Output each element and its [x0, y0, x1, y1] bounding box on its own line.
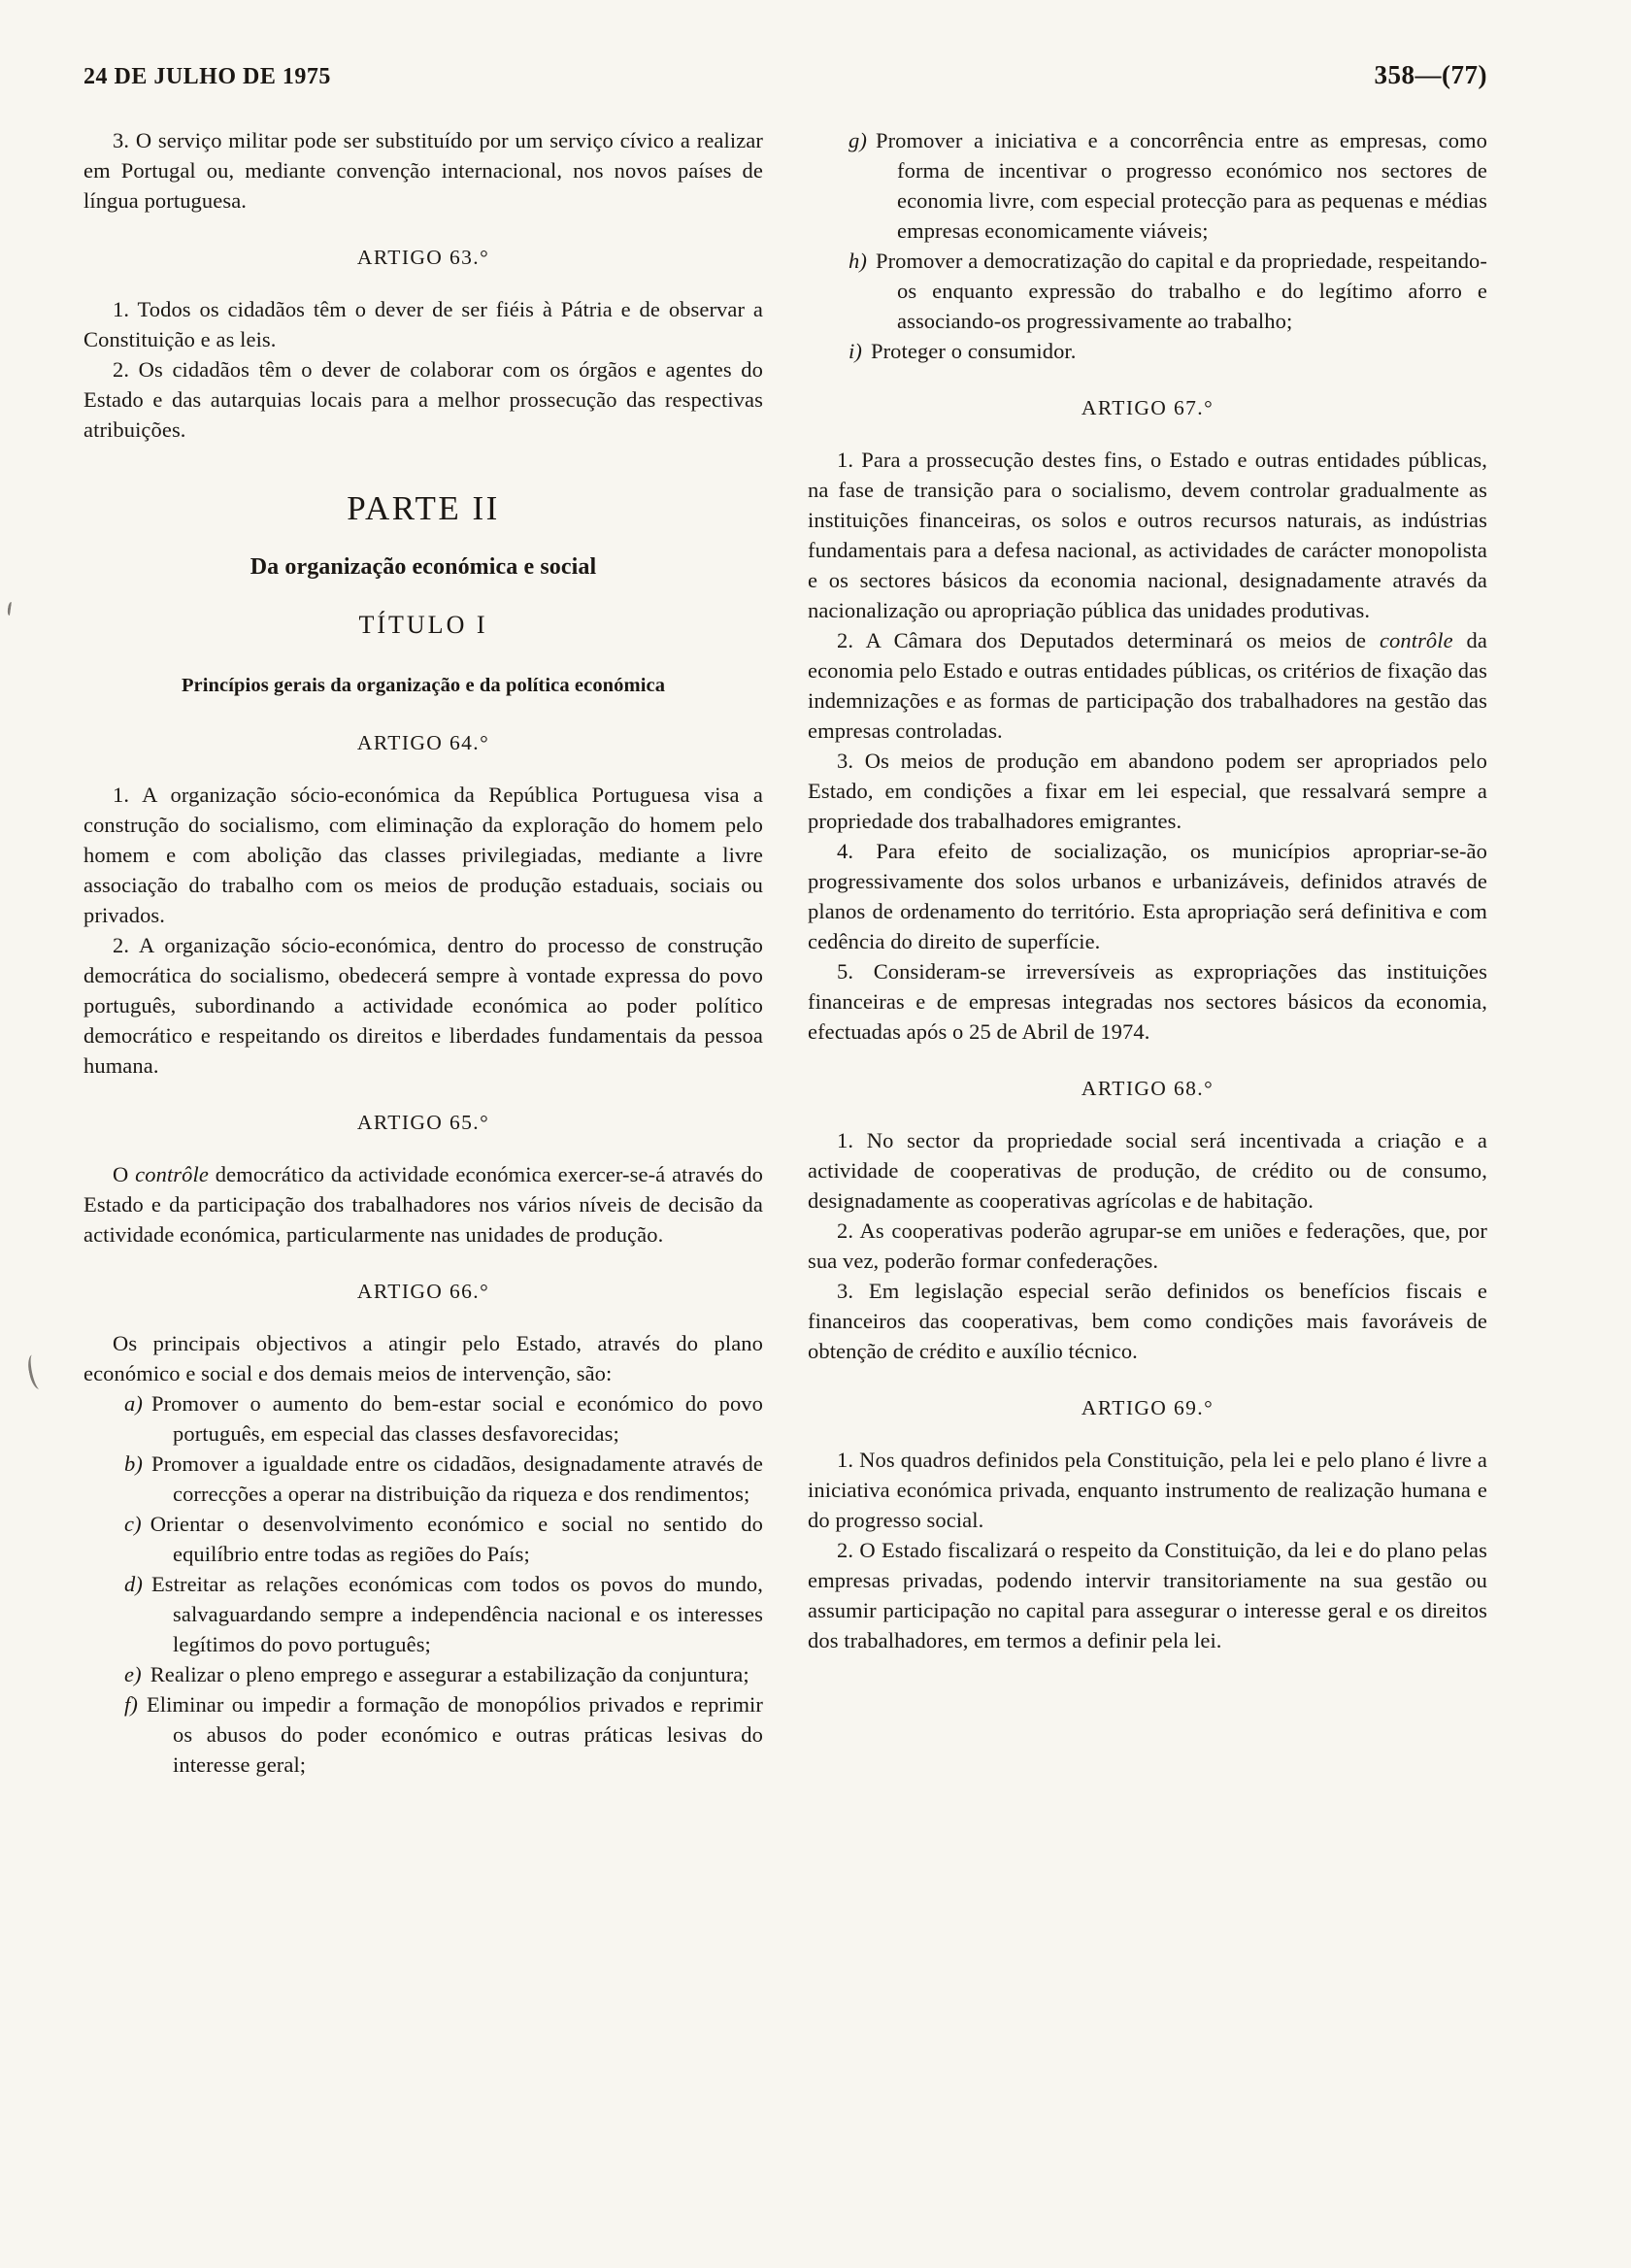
list-item-i — [808, 336, 1487, 366]
list-item-text: Promover o aumento do bem-estar social e económico do povo português, em especial das classes desfavorecidas; — [150, 1391, 763, 1446]
page-header — [83, 60, 1487, 90]
list-item-marker: e) — [124, 1662, 142, 1686]
left-column — [83, 125, 763, 1780]
list-item-b — [83, 1449, 763, 1509]
list-item-marker: g) — [849, 128, 867, 152]
scan-artifact — [25, 1353, 46, 1390]
paragraph: 2. O Estado fiscalizará o respeito da Constituição, da lei e do plano pelas empresas privadas, podendo intervir transitoriamente na sua gestão ou assumir participação no capital para assegurar o interesse geral e os direitos dos trabalhadores, em termos a definir pela lei. — [808, 1538, 1487, 1652]
article-heading-64: ARTIGO 64.° — [356, 731, 490, 754]
paragraph: 1. Todos os cidadãos têm o dever de ser fiéis à Pátria e de observar a Constituição e as leis. — [83, 297, 763, 351]
list-item-d — [83, 1569, 763, 1659]
italic-term: contrôle — [1379, 628, 1453, 652]
article-heading-66: ARTIGO 66.° — [356, 1280, 490, 1303]
header-date: 24 DE JULHO DE 1975 — [83, 64, 331, 89]
article-heading-67: ARTIGO 67.° — [1081, 396, 1215, 419]
title-heading: TÍTULO I — [358, 611, 488, 639]
article-heading-65: ARTIGO 65.° — [356, 1111, 490, 1134]
page-number: 358—(77) — [1374, 60, 1487, 89]
list-item-c — [83, 1509, 763, 1569]
part-subtitle: Da organização económica e social — [250, 554, 597, 580]
list-item-text: Promover a democratização do capital e da propriedade, respeitando-os enquanto expressão do trabalho e do legítimo aforro e associando-os progressivamente ao trabalho; — [875, 249, 1487, 333]
list-item-h — [808, 246, 1487, 336]
article-heading-68: ARTIGO 68.° — [1081, 1077, 1215, 1100]
list-item-marker: c) — [124, 1512, 142, 1536]
list-item-f — [83, 1689, 763, 1780]
list-item-marker: b) — [124, 1451, 143, 1476]
paragraph: 3. O serviço militar pode ser substituído por um serviço cívico a realizar em Portugal ou, mediante convenção internacional, nos novos países de língua portuguesa. — [83, 128, 763, 213]
paragraph: 2. As cooperativas poderão agrupar-se em uniões e federações, que, por sua vez, poderão formar confederações. — [808, 1218, 1487, 1273]
list-item-text: Promover a igualdade entre os cidadãos, designadamente através de correcções a operar na distribuição da riqueza e dos rendimentos; — [150, 1451, 763, 1506]
paragraph-text: democrático da actividade económica exercer-se-á através do Estado e da participação dos trabalhadores nos vários níveis de decisão da actividade económica, particularmente nas unidades de produção. — [83, 1162, 763, 1247]
list-item-text: Realizar o pleno emprego e assegurar a estabilização da conjuntura; — [150, 1662, 749, 1686]
paragraph: 3. Os meios de produção em abandono podem ser apropriados pelo Estado, em condições a fixar em lei especial, que ressalvará sempre a propriedade dos trabalhadores emigrantes. — [808, 749, 1487, 833]
list-item-marker: h) — [849, 249, 867, 273]
list-item-text: Eliminar ou impedir a formação de monopólios privados e reprimir os abusos do poder económico e outras práticas lesivas do interesse geral; — [146, 1692, 763, 1777]
paragraph: 3. Em legislação especial serão definidos os benefícios fiscais e financeiros das cooperativas, bem como condições mais favoráveis de obtenção de crédito e auxílio técnico. — [808, 1279, 1487, 1363]
paragraph: 1. Para a prossecução destes fins, o Estado e outras entidades públicas, na fase de transição para o socialismo, devem controlar gradualmente as instituições financeiras, os solos e outros recursos naturais, as indústrias fundamentais para a defesa nacional, as actividades de carácter monopolista e os sectores básicos da economia nacional, designadamente através da nacionalização ou apropriação pública das unidades produtivas. — [808, 448, 1487, 622]
list-item-marker: a) — [124, 1391, 143, 1416]
list-item-g — [808, 125, 1487, 246]
paragraph: Os principais objectivos a atingir pelo Estado, através do plano económico e social e dos demais meios de intervenção, são: — [83, 1331, 763, 1385]
list-item-a — [83, 1388, 763, 1449]
paragraph-text: da economia pelo Estado e outras entidades públicas, os critérios de fixação das indemnizações e as formas de participação dos trabalhadores na gestão das empresas controladas. — [808, 628, 1487, 743]
list-item-text: Estreitar as relações económicas com todos os povos do mundo, salvaguardando sempre a independência nacional e os interesses legítimos do povo português; — [150, 1572, 763, 1656]
paragraph: 1. No sector da propriedade social será incentivada a criação e a actividade de cooperativas de produção, de crédito ou de consumo, designadamente as cooperativas agrícolas e de habitação. — [808, 1128, 1487, 1213]
list-item-text: Orientar o desenvolvimento económico e social no sentido do equilíbrio entre todas as regiões do País; — [150, 1512, 763, 1566]
paragraph: 2. A organização sócio-económica, dentro do processo de construção democrática do socialismo, obedecerá sempre à vontade expressa do povo português, subordinando a actividade económica ao poder político democrático e respeitando os direitos e liberdades fundamentais da pessoa humana. — [83, 933, 763, 1078]
paragraph-text: O — [113, 1162, 136, 1186]
italic-term: contrôle — [135, 1162, 209, 1186]
paragraph-text: 2. A Câmara dos Deputados determinará os meios de — [837, 628, 1380, 652]
paragraph: 2. Os cidadãos têm o dever de colaborar com os órgãos e agentes do Estado e das autarquias locais para a melhor prossecução das respectivas atribuições. — [83, 357, 763, 442]
article-heading-69: ARTIGO 69.° — [1081, 1396, 1215, 1419]
paragraph: 5. Consideram-se irreversíveis as expropriações das instituições financeiras e de empresas integradas nos sectores básicos da economia, efectuadas após o 25 de Abril de 1974. — [808, 959, 1487, 1044]
paragraph: 4. Para efeito de socialização, os municípios apropriar-se-ão progressivamente dos solos urbanos e urbanizáveis, definidos através de planos de ordenamento do território. Esta apropriação será definitiva e com cedência do direito de superfície. — [808, 839, 1487, 953]
list-item-marker: i) — [849, 339, 862, 363]
paragraph — [808, 625, 1487, 746]
scan-artifact — [7, 602, 14, 617]
list-item-marker: f) — [124, 1692, 138, 1717]
article-heading-63: ARTIGO 63.° — [356, 246, 490, 269]
right-column — [808, 125, 1487, 1780]
part-heading: PARTE II — [347, 489, 500, 527]
list-item-marker: d) — [124, 1572, 143, 1596]
paragraph: 1. A organização sócio-económica da República Portuguesa visa a construção do socialismo, com eliminação da exploração do homem pelo homem e com abolição das classes privilegiadas, mediante a livre associação do trabalho com os meios de produção estaduais, sociais ou privados. — [83, 783, 763, 927]
list-item-text: Promover a iniciativa e a concorrência entre as empresas, como forma de incentivar o progresso económico nos sectores de economia livre, com especial protecção para as pequenas e médias empresas economicamente viáveis; — [875, 128, 1487, 243]
text-columns — [83, 125, 1487, 1780]
title-subtitle: Princípios gerais da organização e da política económica — [181, 675, 666, 696]
list-item-e — [83, 1659, 763, 1689]
list-item-text: Proteger o consumidor. — [870, 339, 1077, 363]
paragraph: 1. Nos quadros definidos pela Constituição, pela lei e pelo plano é livre a iniciativa económica privada, enquanto instrumento de realização humana e do progresso social. — [808, 1448, 1487, 1532]
paragraph — [83, 1159, 763, 1250]
